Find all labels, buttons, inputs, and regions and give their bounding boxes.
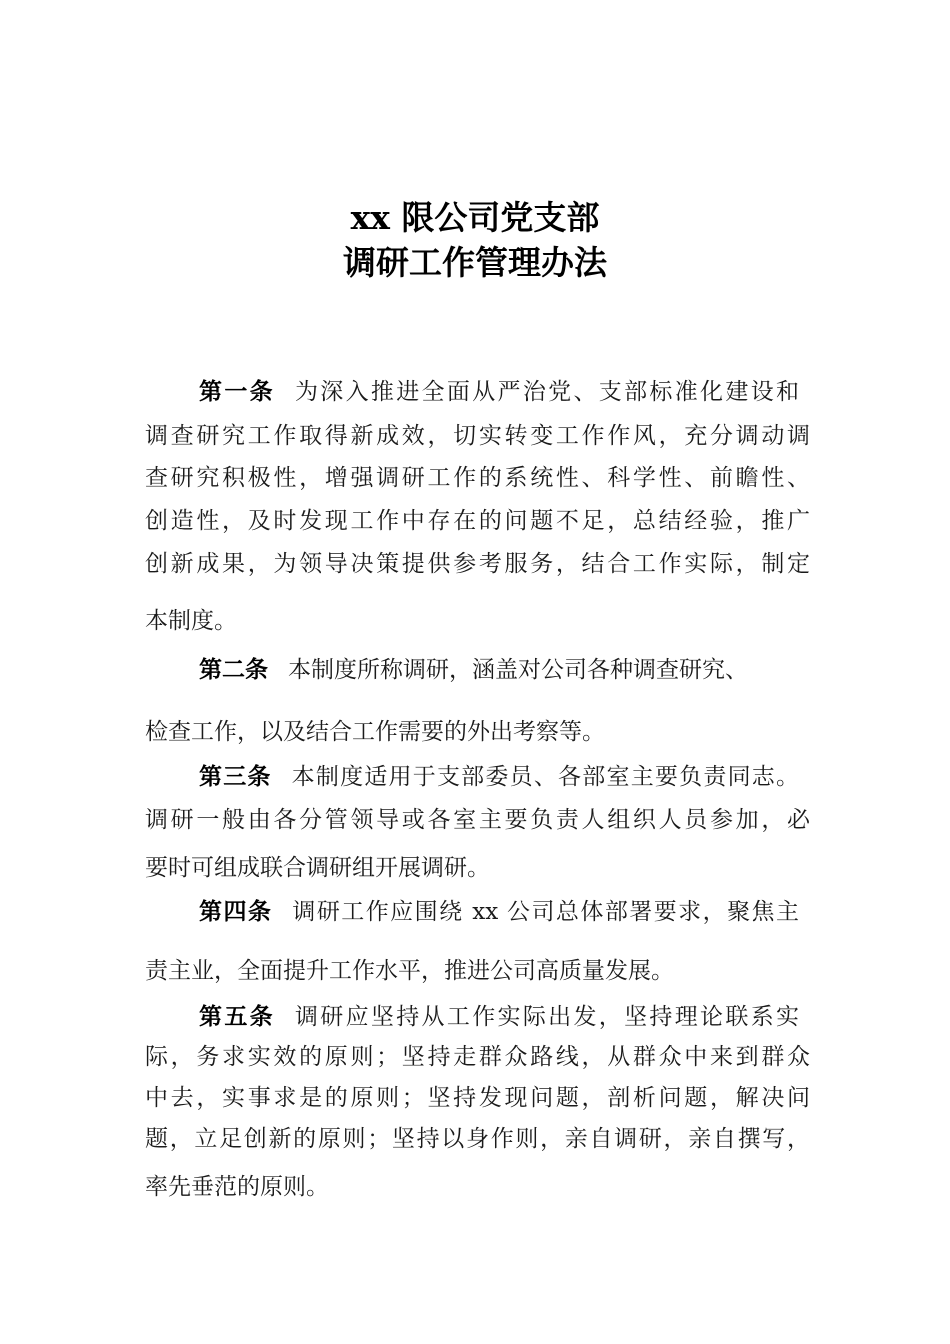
article-1-heading: 第一条 (199, 378, 275, 405)
article-2-line-1: 检查工作，以及结合工作需要的外出考察等。 (145, 719, 605, 745)
article-5-text: 调研应坚持从工作实际出发，坚持理论联系实 (294, 1004, 799, 1030)
article-5-line-4: 率先垂范的原则。 (145, 1174, 329, 1200)
article-3-line-2: 要时可组成联合调研组开展调研。 (145, 855, 490, 881)
article-5-first-line (199, 1001, 799, 1033)
article-1-line-2: 查研究积极性，增强调研工作的系统性、科学性、前瞻性、 (145, 465, 810, 491)
article-1-line-3: 创造性，及时发现工作中存在的问题不足，总结经验，推广 (145, 508, 810, 534)
article-1-text: 为深入推进全面从严治党、支部标准化建设和 (294, 379, 799, 405)
article-5-line-1: 际，务求实效的原则；坚持走群众路线，从群众中来到群众 (145, 1044, 810, 1070)
article-1-line-5: 本制度。 (145, 608, 237, 634)
article-1-line-1: 调查研究工作取得新成效，切实转变工作作风，充分调动调 (145, 423, 810, 449)
article-1-line-4: 创新成果，为领导决策提供参考服务，结合工作实际，制定 (145, 551, 810, 577)
article-2-heading: 第二条 (199, 656, 268, 683)
article-3-line-1: 调研一般由各分管领导或各室主要负责人组织人员参加，必 (145, 807, 810, 833)
article-4-heading: 第四条 (199, 898, 273, 925)
article-3-heading: 第三条 (199, 763, 272, 790)
article-5-line-2: 中去，实事求是的原则；坚持发现问题，剖析问题，解决问 (145, 1085, 810, 1111)
article-5-heading: 第五条 (199, 1003, 275, 1030)
article-4-line-1: 责主业，全面提升工作水平，推进公司高质量发展。 (145, 958, 674, 984)
article-4-first-line (199, 896, 799, 928)
article-4-text: 调研工作应围绕 xx 公司总体部署要求，聚焦主 (292, 899, 799, 925)
article-2-first-line (199, 654, 799, 686)
document-title-line-2: 调研工作管理办法 (343, 243, 607, 282)
article-3-first-line (199, 761, 799, 793)
article-3-text: 本制度适用于支部委员、各部室主要负责同志。 (291, 764, 799, 790)
article-2-text: 本制度所称调研，涵盖对公司各种调查研究、 (288, 657, 748, 683)
article-1-first-line (199, 376, 799, 408)
article-5-line-3: 题，立足创新的原则；坚持以身作则，亲自调研，亲自撰写， (145, 1126, 810, 1152)
document-title-line-1: xx 限公司党支部 (350, 198, 600, 237)
